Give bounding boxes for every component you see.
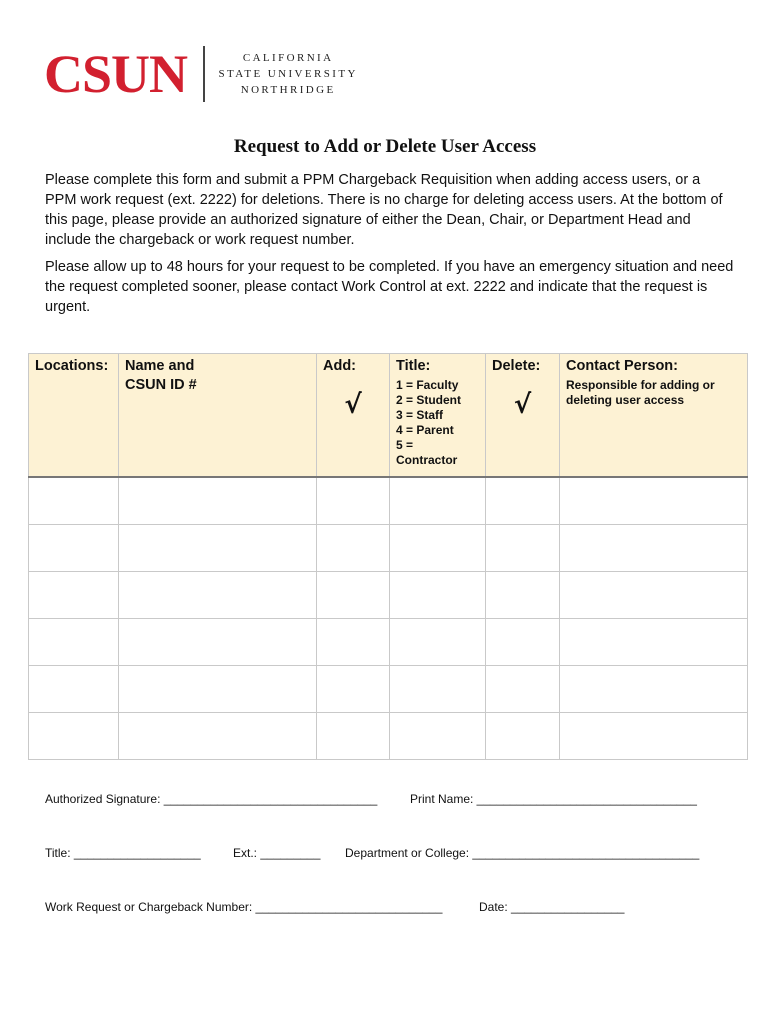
page-title: Request to Add or Delete User Access	[233, 136, 537, 157]
title-option-4: 4 = Parent	[396, 423, 454, 437]
cell-delete[interactable]	[486, 572, 560, 619]
header-name	[119, 354, 317, 478]
date-field[interactable]: Date: _________________	[479, 900, 625, 914]
title-option-2: 2 = Student	[396, 393, 462, 407]
cell-location[interactable]	[29, 713, 119, 760]
cell-title[interactable]	[390, 572, 486, 619]
authorized-signature-field[interactable]: Authorized Signature: ________________________________	[45, 792, 378, 806]
header-add: Add: √	[317, 354, 390, 478]
logo-wordmark: CSUN	[44, 44, 188, 104]
table-header-row	[29, 354, 748, 478]
cell-location[interactable]	[29, 572, 119, 619]
title-option-1: 1 = Faculty	[396, 378, 459, 392]
cell-add[interactable]	[317, 572, 390, 619]
cell-add[interactable]	[317, 525, 390, 572]
cell-title[interactable]	[390, 525, 486, 572]
cell-delete[interactable]	[486, 525, 560, 572]
cell-add[interactable]	[317, 713, 390, 760]
title-option-5: 5 =	[396, 438, 414, 452]
cell-contact[interactable]	[560, 619, 748, 666]
cell-contact[interactable]	[560, 713, 748, 760]
cell-name[interactable]	[119, 666, 317, 713]
instructions-paragraph-2: Please allow up to 48 hours for your request to be completed. If you have an emergency situation and need the request completed sooner, please contact Work Control at ext. 2222 and indicate that the request is urgent.	[45, 259, 734, 315]
table-row	[29, 477, 748, 525]
work-request-number-field[interactable]: Work Request or Chargeback Number: ____________________________	[45, 900, 443, 914]
department-field[interactable]: Department or College: __________________________________	[345, 846, 700, 860]
cell-title[interactable]	[390, 619, 486, 666]
cell-contact[interactable]	[560, 666, 748, 713]
cell-delete[interactable]	[486, 666, 560, 713]
table-row	[29, 525, 748, 572]
cell-delete[interactable]	[486, 619, 560, 666]
cell-location[interactable]	[29, 477, 119, 525]
cell-contact[interactable]	[560, 477, 748, 525]
cell-name[interactable]	[119, 619, 317, 666]
logo-line-1: CALIFORNIA	[242, 52, 334, 64]
contact-note: Responsible for adding or deleting user access	[566, 378, 715, 407]
cell-name[interactable]	[119, 477, 317, 525]
cell-add[interactable]	[317, 477, 390, 525]
table-row	[29, 666, 748, 713]
cell-title[interactable]	[390, 477, 486, 525]
logo-line-2: STATE UNIVERSITY	[218, 68, 358, 80]
cell-add[interactable]	[317, 666, 390, 713]
add-checkmark-icon: √	[344, 390, 362, 420]
ext-field[interactable]: Ext.: _________	[233, 846, 321, 860]
header-contact: Contact Person: Responsible for adding or deleting user access	[560, 354, 748, 478]
title-option-3: 3 = Staff	[396, 408, 444, 422]
instructions-paragraph-1: Please complete this form and submit a PPM Chargeback Requisition when adding access users, or a PPM work request (ext. 2222) for deletions. There is no charge for deleting access users. At the bottom of this page, please provide an authorized signature of either the Dean, Chair, or Department Head and include the chargeback or work request number.	[45, 172, 723, 248]
title-field[interactable]: Title: ___________________	[45, 846, 201, 860]
cell-title[interactable]	[390, 666, 486, 713]
print-name-field[interactable]: Print Name: _________________________________	[410, 792, 697, 806]
cell-delete[interactable]	[486, 713, 560, 760]
cell-location[interactable]	[29, 619, 119, 666]
header-name-line-2: CSUN ID #	[125, 377, 197, 393]
cell-title[interactable]	[390, 713, 486, 760]
cell-contact[interactable]	[560, 572, 748, 619]
logo-subtitle	[219, 50, 358, 98]
table-row	[29, 572, 748, 619]
header-title: Title: 1 = Faculty 2 = Student 3 = Staff 4 = Parent 5 = Contractor	[390, 354, 486, 478]
cell-delete[interactable]	[486, 477, 560, 525]
cell-name[interactable]	[119, 713, 317, 760]
csun-logo	[44, 46, 358, 102]
cell-add[interactable]	[317, 619, 390, 666]
logo-line-3: NORTHRIDGE	[240, 84, 336, 96]
cell-name[interactable]	[119, 525, 317, 572]
table-row	[29, 619, 748, 666]
cell-contact[interactable]	[560, 525, 748, 572]
delete-checkmark-icon: √	[513, 390, 532, 420]
access-request-table	[28, 353, 748, 760]
header-locations: Locations:	[29, 354, 119, 478]
cell-name[interactable]	[119, 572, 317, 619]
header-name-line-1: Name and	[125, 358, 195, 374]
cell-location[interactable]	[29, 666, 119, 713]
header-delete: Delete: √	[486, 354, 560, 478]
title-option-5-cont: Contractor	[396, 453, 458, 467]
cell-location[interactable]	[29, 525, 119, 572]
table-row	[29, 713, 748, 760]
logo-divider	[203, 46, 205, 102]
